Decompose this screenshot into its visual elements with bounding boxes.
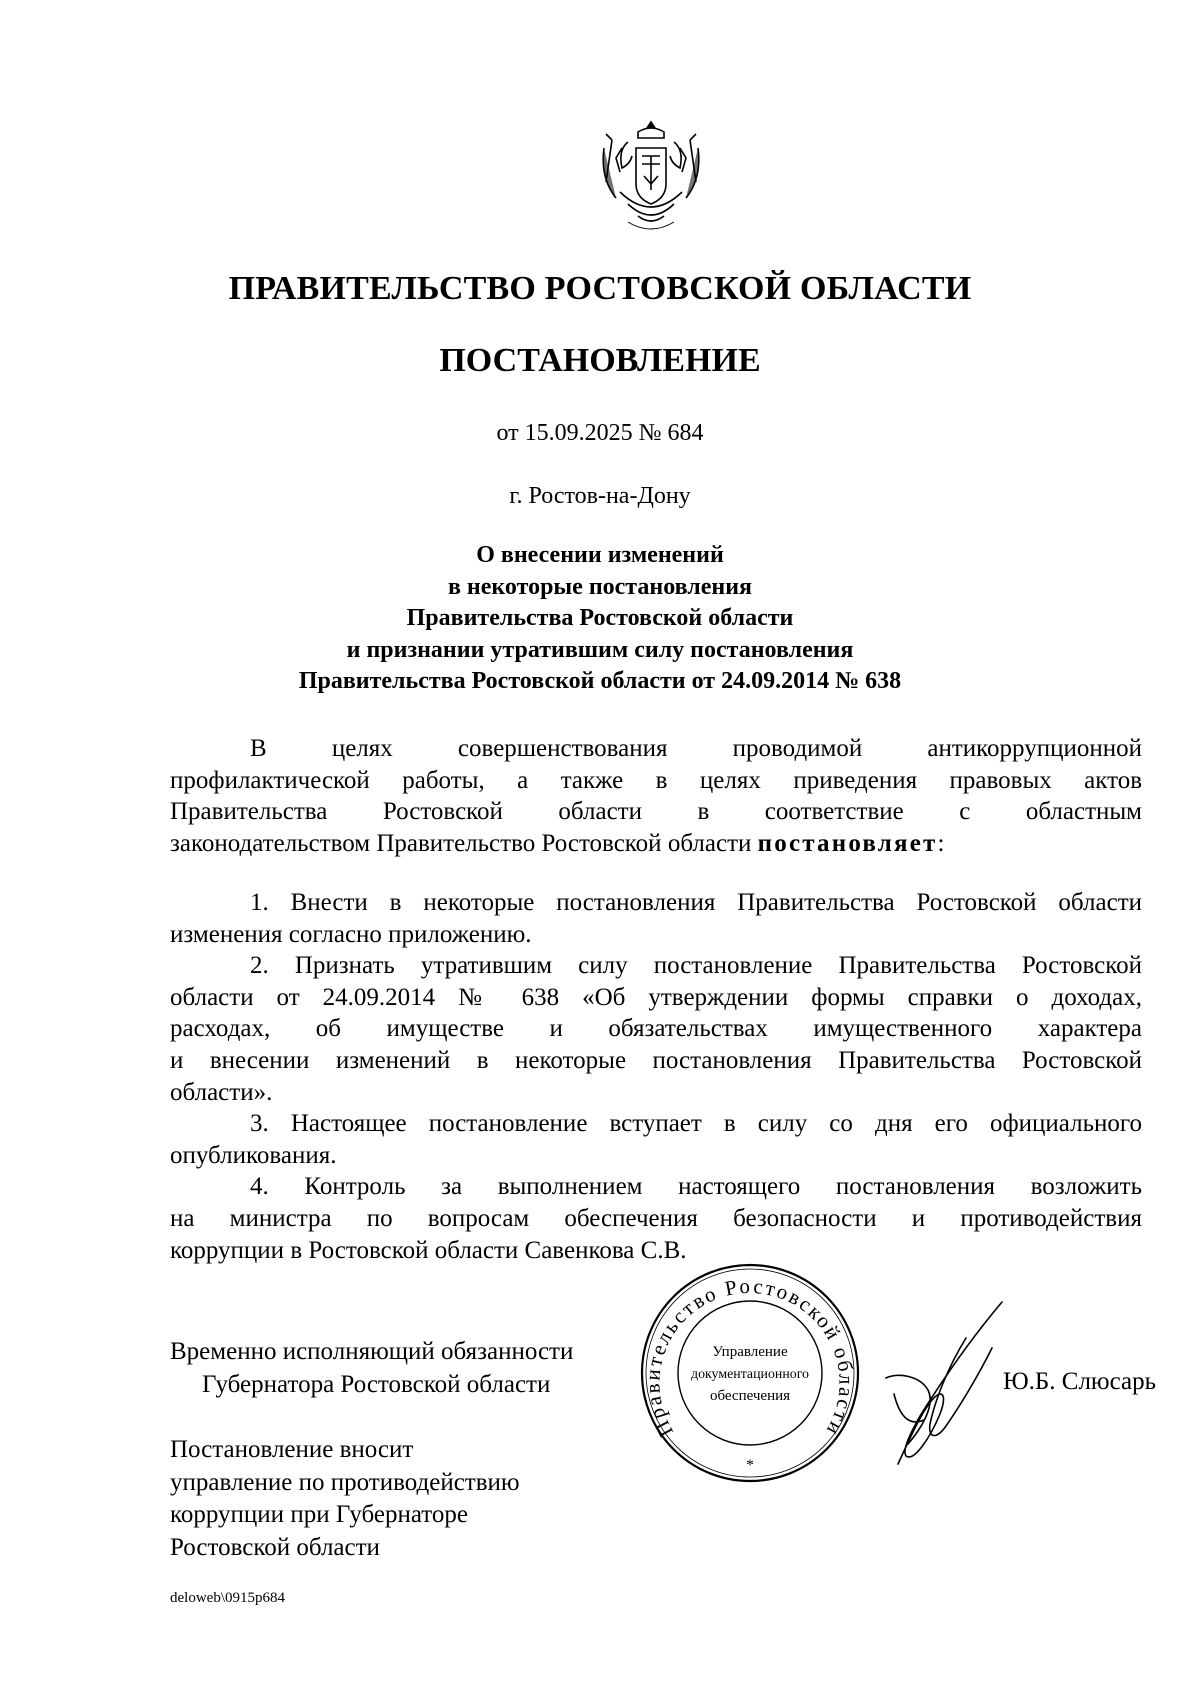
preamble-line: В целях совершенствования проводимой антикоррупционной [250, 735, 1142, 762]
coat-of-arms-icon [598, 118, 704, 236]
position-line: Временно исполняющий обязанности [170, 1338, 574, 1365]
date-and-number: от 15.09.2025 № 684 [496, 420, 704, 446]
title-line: и признании утратившим силу постановления [346, 636, 854, 663]
preamble-last-line [170, 828, 1142, 860]
document-code: deloweb\0915p684 [170, 1590, 285, 1606]
item-2-line: 2. Признать утратившим силу постановление Правительства Ростовской [250, 952, 1142, 980]
document-type: ПОСТАНОВЛЕНИЕ [439, 342, 761, 379]
introduced-by-note [170, 1434, 520, 1564]
item-2-last-line: области». [170, 1078, 273, 1106]
resolution-items [170, 887, 1142, 1266]
note-line: коррупции при Губернаторе [170, 1501, 468, 1528]
item-4-line: на министра по вопросам обеспечения безопасности и противодействия [170, 1204, 1142, 1232]
document-title [0, 540, 1200, 698]
note-line: Постановление вносит [170, 1436, 414, 1463]
title-line: Правительства Ростовской области от 24.09.2014 № 638 [298, 668, 902, 694]
item-1-last-line: изменения согласно приложению. [170, 920, 532, 948]
city: г. Ростов-на-Дону [509, 483, 691, 509]
title-line: Правительства Ростовской области [406, 605, 794, 631]
item-3-last-line: опубликования. [170, 1141, 337, 1169]
preamble-line-text: законодательством Правительство Ростовской области [170, 829, 758, 857]
item-2-line: области от 24.09.2014 № 638 «Об утверждении формы справки о доходах, [170, 983, 1142, 1011]
item-3-line: 3. Настоящее постановление вступает в силу со дня его официального [250, 1110, 1142, 1138]
title-line: в некоторые постановления [447, 573, 753, 600]
preamble-line: профилактической работы, а также в целях приведения правовых актов [170, 766, 1142, 794]
item-2-line: и внесении изменений в некоторые постановления Правительства Ростовской [170, 1046, 1142, 1074]
organization-title: ПРАВИТЕЛЬСТВО РОСТОВСКОЙ ОБЛАСТИ [228, 270, 972, 307]
seal-center-line: документационного [691, 1367, 809, 1382]
preamble-line: Правительства Ростовской области в соответствие с областным [170, 798, 1142, 826]
item-4-line: 4. Контроль за выполнением настоящего постановления возложить [250, 1173, 1142, 1201]
note-line: управление по противодействию [170, 1468, 520, 1496]
handwritten-signature [880, 1298, 1010, 1476]
preamble-paragraph [170, 733, 1142, 859]
position-line: Губернатора Ростовской области [202, 1371, 551, 1398]
note-line: Ростовской области [170, 1533, 380, 1561]
seal-ring-text: Правительство Ростовской области [640, 1273, 859, 1442]
title-line: О внесении изменений [476, 542, 724, 568]
signatory-position [170, 1335, 573, 1401]
preamble-colon: : [937, 829, 945, 857]
seal-center-line: обеспечения [709, 1388, 791, 1404]
item-4-last-line: коррупции в Ростовской области Савенкова С.В. [170, 1236, 687, 1264]
decree-word: постановляет [757, 829, 938, 857]
seal-center-line: Управление [712, 1344, 788, 1360]
official-seal [639, 1262, 861, 1484]
seal-star: * [746, 1457, 754, 1474]
item-2-line: расходах, об имуществе и обязательствах имущественного характера [170, 1015, 1142, 1043]
signatory-name: Ю.Б. Слюсарь [1002, 1368, 1156, 1395]
item-1-line: 1. Внести в некоторые постановления Правительства Ростовской области [250, 889, 1142, 916]
